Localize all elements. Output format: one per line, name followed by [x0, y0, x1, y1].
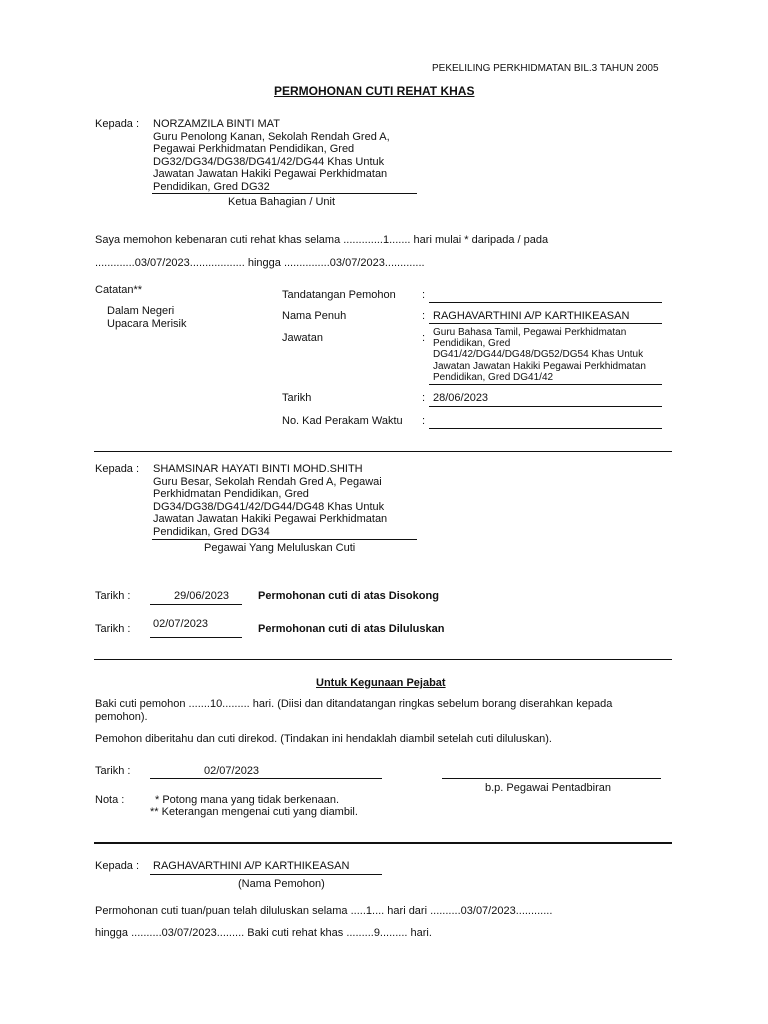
section-divider [94, 659, 672, 660]
post-line: Guru Bahasa Tamil, Pegawai Perkhidmatan [433, 327, 627, 338]
catatan-label: Catatan** [95, 284, 143, 296]
signature-line [152, 539, 417, 540]
circular-reference: PEKELILING PERKHIDMATAN BIL.3 TAHUN 2005 [432, 63, 659, 74]
recipient-line: Pegawai Perkhidmatan Pendidikan, Gred [153, 143, 355, 155]
role-caption: Pegawai Yang Meluluskan Cuti [204, 542, 356, 554]
approver-line: Perkhidmatan Pendidikan, Gred [153, 488, 309, 500]
signature-line [152, 193, 417, 194]
support-date-line [150, 604, 242, 605]
admin-signature-line [442, 778, 661, 779]
office-heading: Untuk Kegunaan Pejabat [316, 677, 446, 689]
balance-line: Baki cuti pemohon .......10......... hari. (Diisi dan ditandatangan ringkas sebelum borang diserahkan kepada [95, 698, 613, 710]
tarikh-label: Tarikh : [95, 765, 131, 777]
notice-line: Pemohon diberitahu dan cuti direkod. (Tindakan ini hendaklah diambil setelah cuti diluluskan). [95, 733, 552, 745]
date-label: Tarikh [282, 392, 312, 404]
name-field-line [429, 323, 662, 324]
post-block [433, 327, 646, 383]
approval-date: 02/07/2023 [153, 618, 209, 630]
support-status: Permohonan cuti di atas Disokong [258, 590, 439, 602]
balance-line-cont: pemohon). [95, 711, 148, 723]
date-field-line [429, 406, 662, 407]
approval-date-line [150, 637, 242, 638]
kepada-label: Kepada : [95, 118, 140, 130]
recipient-block [153, 118, 390, 193]
support-date: 29/06/2023 [174, 590, 230, 602]
approval-summary-line: Permohonan cuti tuan/puan telah diluluskan selama .....1.... hari dari ..........03/07/2023............ [95, 905, 553, 917]
recipient-line: Guru Penolong Kanan, Sekolah Rendah Gred A, [153, 130, 390, 143]
colon: : [422, 415, 426, 427]
card-field-line [429, 428, 662, 429]
name-caption: (Nama Pemohon) [238, 878, 325, 890]
signature-field-line [429, 302, 662, 303]
office-date: 02/07/2023 [204, 765, 260, 777]
post-line: Pendidikan, Gred DG41/42 [433, 371, 554, 383]
signature-label: Tandatangan Pemohon [282, 289, 396, 301]
recipient-name: NORZAMZILA BINTI MAT [153, 118, 280, 130]
kepada-label: Kepada : [95, 463, 140, 475]
approval-status: Permohonan cuti di atas Diluluskan [258, 623, 445, 635]
approver-line: DG34/DG38/DG41/42/DG44/DG48 Khas Untuk [153, 500, 385, 513]
section-divider [94, 842, 672, 844]
colon: : [422, 310, 426, 322]
recipient-line: Pendidikan, Gred DG32 [153, 180, 270, 193]
name-line [150, 874, 382, 875]
post-label: Jawatan [282, 332, 323, 344]
nota-label: Nota : [95, 794, 125, 806]
recipient-line: DG32/DG34/DG38/DG41/42/DG44 Khas Untuk [153, 155, 385, 168]
request-dates-line: .............03/07/2023.................. hingga ...............03/07/2023............. [95, 257, 425, 269]
admin-caption: b.p. Pegawai Pentadbiran [485, 782, 611, 794]
approver-block [153, 463, 387, 538]
approver-line: Guru Besar, Sekolah Rendah Gred A, Pegawai [153, 475, 382, 488]
tarikh-label: Tarikh : [95, 623, 131, 635]
approver-name: SHAMSINAR HAYATI BINTI MOHD.SHITH [153, 463, 363, 475]
tarikh-label: Tarikh : [95, 590, 131, 602]
role-caption: Ketua Bahagian / Unit [228, 196, 336, 208]
approval-summary-line: hingga ..........03/07/2023......... Baki cuti rehat khas .........9......... hari. [95, 927, 432, 939]
name-label: Nama Penuh [282, 310, 347, 322]
approver-line: Jawatan Jawatan Hakiki Pegawai Perkhidmatan [153, 513, 388, 525]
note-line: ** Keterangan mengenai cuti yang diambil. [150, 806, 358, 818]
card-label: No. Kad Perakam Waktu [282, 415, 403, 427]
kepada-label: Kepada : [95, 860, 140, 872]
post-line: Jawatan Jawatan Hakiki Pegawai Perkhidmatan [433, 360, 646, 372]
applicant-name-final: RAGHAVARTHINI A/P KARTHIKEASAN [153, 860, 350, 872]
post-line: DG41/42/DG44/DG48/DG52/DG54 Khas Untuk [433, 349, 644, 361]
recipient-line: Jawatan Jawatan Hakiki Pegawai Perkhidmatan [153, 168, 388, 180]
note-line: * Potong mana yang tidak berkenaan. [155, 794, 340, 806]
colon: : [422, 332, 426, 344]
catatan-block [107, 305, 186, 331]
catatan-line: Dalam Negeri [107, 305, 175, 317]
applicant-date: 28/06/2023 [433, 392, 489, 404]
catatan-line: Upacara Merisik [107, 318, 187, 330]
applicant-name: RAGHAVARTHINI A/P KARTHIKEASAN [433, 310, 630, 322]
approver-line: Pendidikan, Gred DG34 [153, 525, 270, 538]
post-line: Pendidikan, Gred [433, 338, 511, 350]
post-field-line [429, 384, 662, 385]
colon: : [422, 289, 426, 301]
office-date-line [150, 778, 382, 779]
form-title: PERMOHONAN CUTI REHAT KHAS [274, 84, 475, 98]
request-line: Saya memohon kebenaran cuti rehat khas selama .............1....... hari mulai * daripada / pada [95, 234, 549, 246]
colon: : [422, 392, 426, 404]
section-divider [94, 451, 672, 452]
